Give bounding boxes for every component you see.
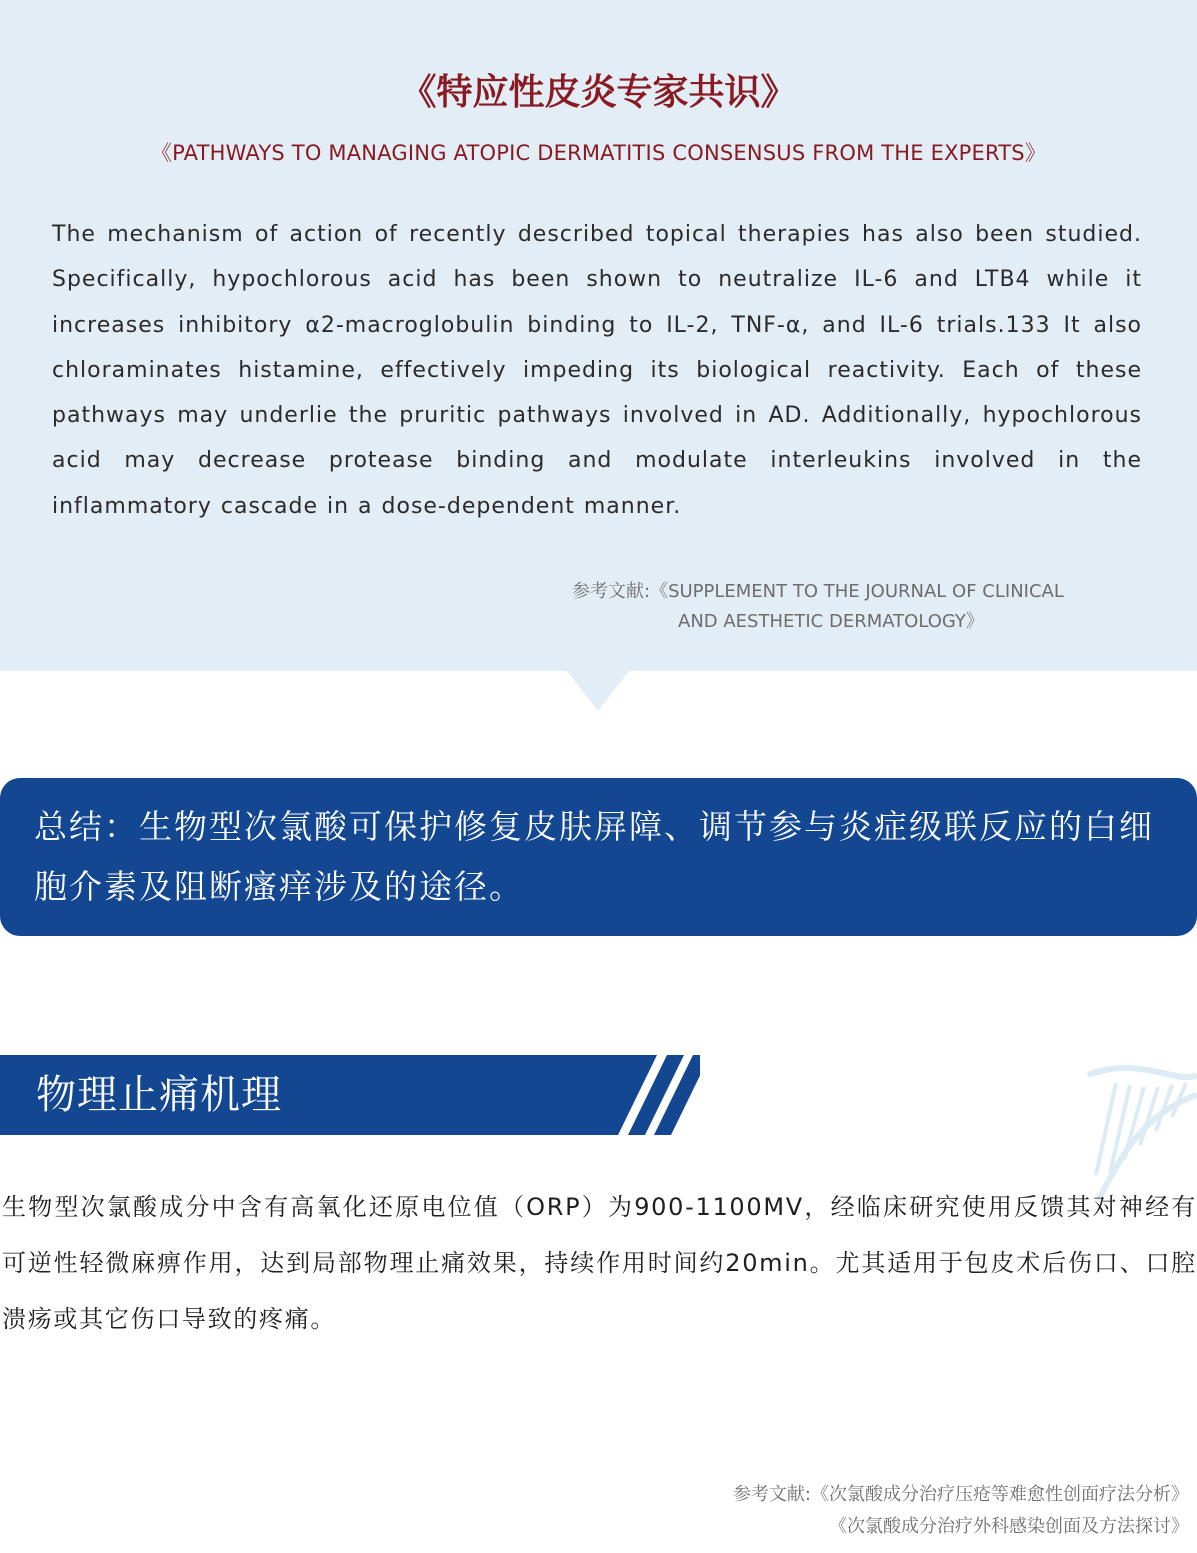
reference-top — [572, 577, 1152, 637]
summary-text: 总结：生物型次氯酸可保护修复皮肤屏障、调节参与炎症级联反应的白细胞介素及阻断瘙痒涉及的途径。 — [34, 807, 1154, 906]
section-title-en: 《PATHWAYS TO MANAGING ATOPIC DERMATITIS CONSENSUS FROM THE EXPERTS》 — [150, 141, 1047, 165]
chinese-paragraph: 生物型次氯酸成分中含有高氧化还原电位值（ORP）为900-1100MV，经临床研究使用反馈其对神经有可逆性轻微麻痹作用，达到局部物理止痛效果，持续作用时间约20min。尤其适用于包皮术后伤口、口腔溃疡或其它伤口导致的疼痛。 — [2, 1193, 1197, 1333]
english-paragraph: The mechanism of action of recently described topical therapies has also been studied. Specifically, hypochlorous acid has been shown to neutralize IL-6 and LTB4 while it increases inhibitory α2-macroglobulin binding to IL-2, TNF-α, and IL-6 trials.133 It also chloraminates histamine, effectively impeding its biological reactivity. Each of these pathways may underlie the pruritic pathways involved in AD. Additionally, hypochlorous acid may decrease protease binding and modulate interleukins involved in the inflammatory cascade in a dose-dependent manner. — [52, 222, 1142, 519]
panel-pointer — [567, 671, 629, 711]
section-title-cn: 《特应性皮炎专家共识》 — [400, 72, 797, 113]
reference-top-line2: AND AESTHETIC DERMATOLOGY》 — [678, 611, 984, 632]
section-heading: 物理止痛机理 — [36, 1072, 282, 1118]
reference-bottom — [489, 1479, 1189, 1543]
reference-bottom-line1: 参考文献:《次氯酸成分治疗压疮等难愈性创面疗法分析》 — [732, 1484, 1189, 1505]
reference-bottom-line2: 《次氯酸成分治疗外科感染创面及方法探讨》 — [829, 1516, 1189, 1537]
reference-top-line1: 参考文献:《SUPPLEMENT TO THE JOURNAL OF CLINICAL — [572, 581, 1064, 602]
